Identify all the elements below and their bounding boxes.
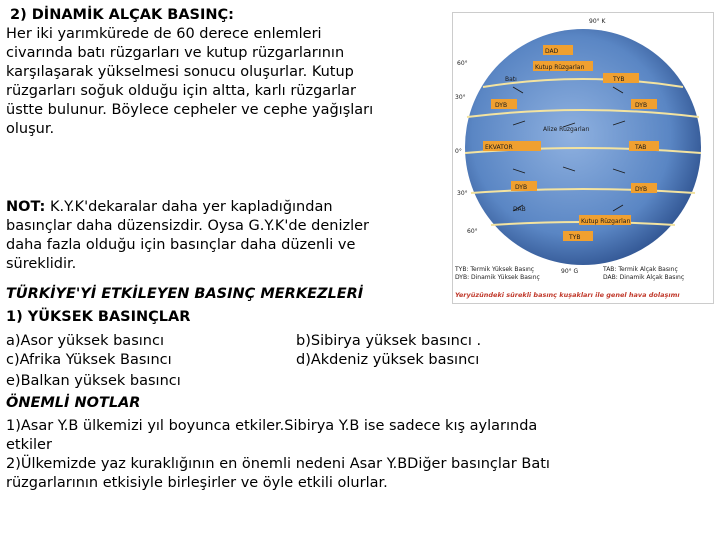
figure-caption: Yeryüzündeki sürekli basınç kuşakları ile genel hava dolaşımı bbox=[455, 291, 680, 299]
notes-line: 2)Ülkemizde yaz kuraklığının en önemli nedeni Asar Y.BDiğer basınçlar Batı bbox=[6, 456, 550, 472]
high-item-c: c)Afrika Yüksek Basıncı bbox=[6, 352, 172, 368]
dyb-n2-label: DYB bbox=[635, 102, 648, 109]
high-item-d: d)Akdeniz yüksek basıncı bbox=[296, 352, 480, 368]
south-pole-label: 90° G bbox=[561, 268, 579, 275]
section-title: 2) DİNAMİK ALÇAK BASINÇ: bbox=[10, 7, 234, 23]
tyb-n-label: TYB bbox=[613, 76, 625, 83]
intro-line: üstte bulunur. Böylece cepheler ve cephe yağışları bbox=[6, 102, 374, 118]
tab-label: TAB bbox=[635, 144, 647, 151]
north-pole-label: 90° K bbox=[589, 18, 606, 25]
intro-line: oluşur. bbox=[6, 121, 55, 137]
kutup-n-label: Kutup Rüzgarları bbox=[535, 64, 585, 71]
ekvator-label: EKVATOR bbox=[485, 144, 513, 151]
intro-line: Her iki yarımkürede de 60 derece enlemleri bbox=[6, 26, 322, 42]
lat-60s-label: 60° bbox=[467, 228, 478, 235]
lat-0-label: 0° bbox=[455, 148, 462, 155]
dyb-s2-label: DYB bbox=[635, 186, 648, 193]
legend-tab: TAB: Termik Alçak Basınç bbox=[603, 266, 678, 273]
dyb-n1-label: DYB bbox=[495, 102, 508, 109]
alize-n-label: Alize Rüzgarları bbox=[543, 126, 590, 133]
intro-line: civarında batı rüzgarları ve kutup rüzgarlarının bbox=[6, 45, 345, 61]
dad-top-label: DAD bbox=[545, 48, 559, 55]
high-item-a: a)Asor yüksek basıncı bbox=[6, 333, 164, 349]
note-line: süreklidir. bbox=[6, 256, 77, 272]
intro-line: karşılaşarak yükselmesi sonucu oluşurlar. Kutup bbox=[6, 64, 354, 80]
intro-paragraph bbox=[6, 25, 373, 139]
high-item-e: e)Balkan yüksek basıncı bbox=[6, 373, 181, 389]
lat-60n-label: 60° bbox=[457, 60, 468, 67]
note-paragraph bbox=[6, 198, 369, 274]
important-notes bbox=[6, 417, 550, 493]
pressure-belts-figure bbox=[452, 12, 714, 304]
kutup-s-label: Kutup Rüzgarları bbox=[581, 218, 631, 225]
notes-line: etkiler bbox=[6, 437, 52, 453]
legend-dab: DAB: Dinamik Alçak Basınç bbox=[603, 274, 685, 281]
legend-dyb: DYB: Dinamik Yüksek Basınç bbox=[455, 274, 540, 281]
important-notes-heading: ÖNEMLİ NOTLAR bbox=[6, 395, 141, 411]
legend-tyb: TYB: Termik Yüksek Basınç bbox=[455, 266, 535, 273]
dyb-s1-label: DYB bbox=[515, 184, 528, 191]
bati-n-label: Batı bbox=[505, 76, 517, 83]
pressure-belts-diagram bbox=[453, 13, 713, 303]
notes-line: rüzgarlarının etkisiyle birleşirler ve öyle etkili olurlar. bbox=[6, 475, 388, 491]
note-line: basınçlar daha düzensizdir. Oysa G.Y.K'de denizler bbox=[6, 218, 369, 234]
note-text: K.Y.K'dekaralar daha yer kapladığından bbox=[45, 199, 333, 215]
lat-30n-label: 30° bbox=[455, 94, 466, 101]
centers-heading: TÜRKİYE'Yİ ETKİLEYEN BASINÇ MERKEZLERİ bbox=[6, 286, 364, 302]
note-line: daha fazla olduğu için basınçlar daha düzenli ve bbox=[6, 237, 356, 253]
notes-line: 1)Asar Y.B ülkemizi yıl boyunca etkiler.Sibirya Y.B ise sadece kış aylarında bbox=[6, 418, 538, 434]
high-pressure-heading: 1) YÜKSEK BASINÇLAR bbox=[6, 309, 191, 325]
intro-line: rüzgarları soğuk olduğu için altta, karlı rüzgarlar bbox=[6, 83, 357, 99]
lat-30s-label: 30° bbox=[457, 190, 468, 197]
high-item-b: b)Sibirya yüksek basıncı . bbox=[296, 333, 482, 349]
note-label: NOT: bbox=[6, 199, 46, 215]
dab-s-label: DAB bbox=[513, 206, 526, 213]
tyb-s-label: TYB bbox=[569, 234, 581, 241]
note-line bbox=[6, 198, 369, 217]
